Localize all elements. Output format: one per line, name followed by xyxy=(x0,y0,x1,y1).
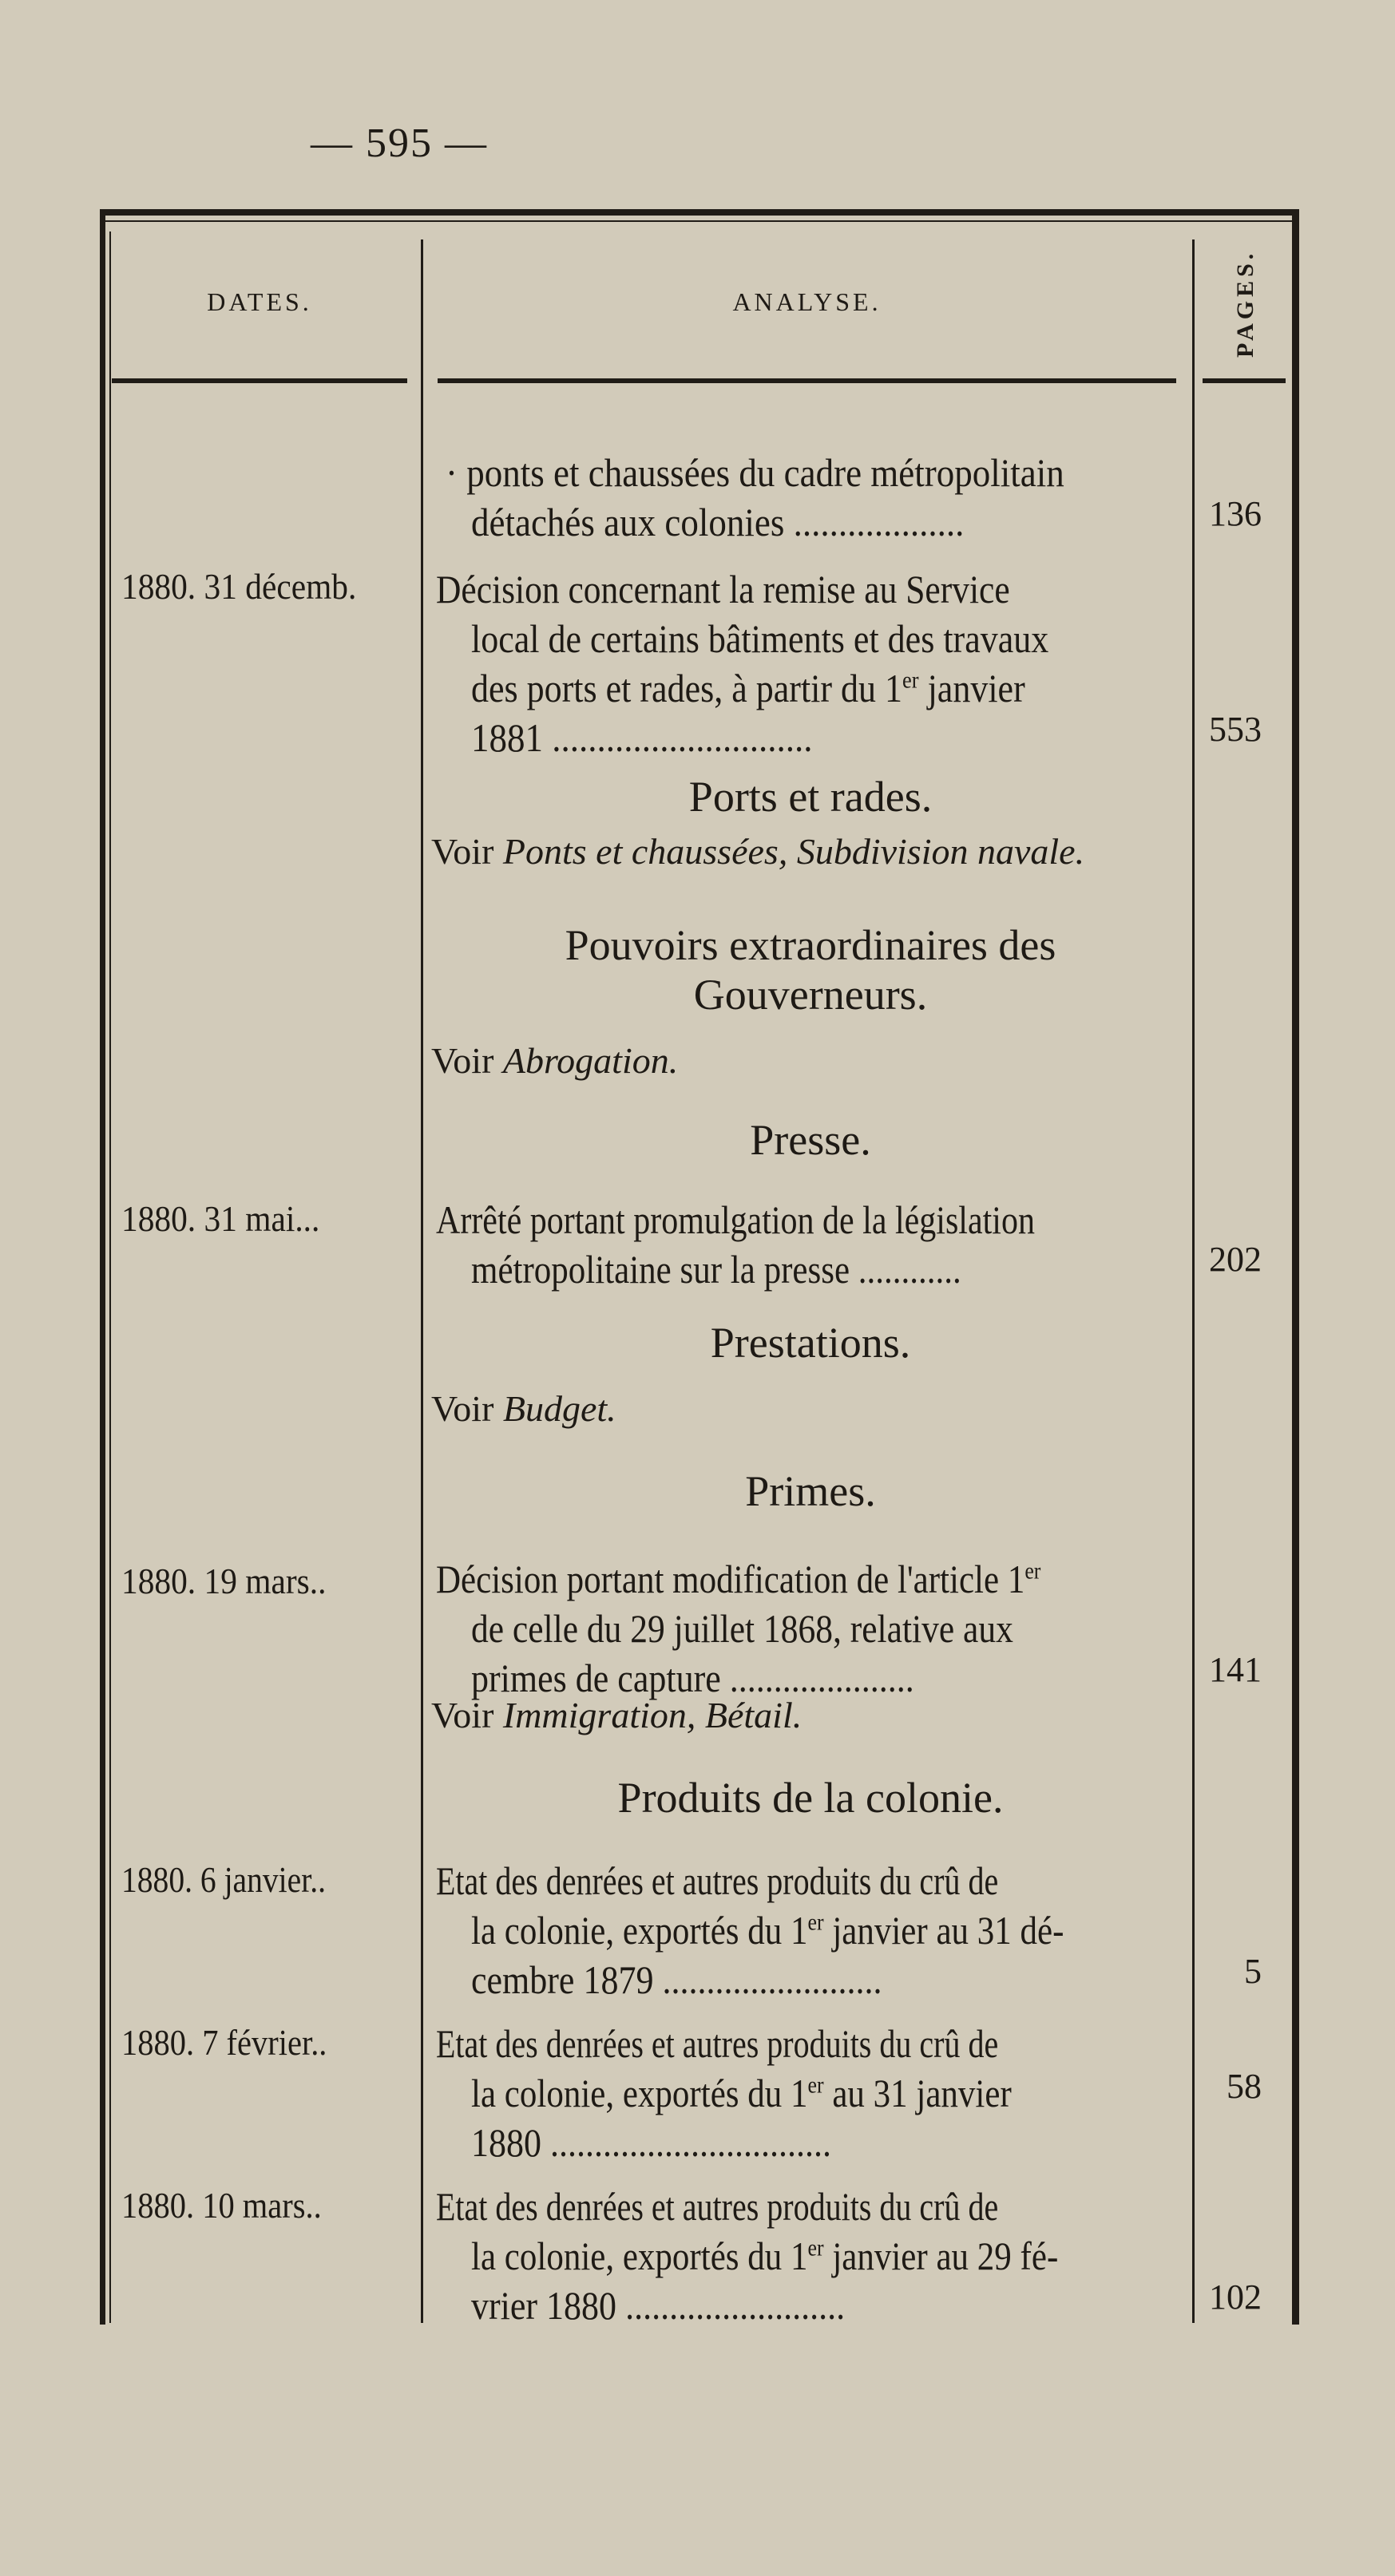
section-heading: Produits de la colonie. xyxy=(617,1774,1004,1822)
entry-date: 1880. 19 mars.. xyxy=(121,1561,327,1601)
entry-line: la colonie, exportés du 1er janvier au 29 fé- xyxy=(471,2234,1059,2278)
entry-line: détachés aux colonies ................... xyxy=(471,500,965,544)
header-underline-pages xyxy=(1203,378,1286,383)
entry-line: Etat des denrées et autres produits du crû de xyxy=(436,2184,999,2229)
top-rule xyxy=(100,209,1298,216)
header-underline-dates xyxy=(112,378,407,383)
entry-line: 1881 ............................. xyxy=(471,715,813,760)
entry-line: de celle du 29 juillet 1868, relative aux xyxy=(471,1606,1013,1651)
see-also: Voir Immigration, Bétail. xyxy=(431,1695,803,1735)
section-heading: Gouverneurs. xyxy=(693,971,928,1019)
page-ref: 5 xyxy=(1244,1952,1262,1991)
entry-line: · ponts et chaussées du cadre métropolitain xyxy=(446,450,1064,495)
see-also: Voir Abrogation. xyxy=(431,1040,679,1081)
section-heading: Presse. xyxy=(750,1116,871,1164)
entry-line: vrier 1880 ......................... xyxy=(471,2283,846,2328)
page-ref: 58 xyxy=(1227,2067,1262,2106)
page-ref: 141 xyxy=(1209,1650,1262,1689)
header-pages: PAGES. xyxy=(1232,249,1258,358)
section-heading: Primes. xyxy=(745,1467,876,1515)
entry-line: des ports et rades, à partir du 1er janvier xyxy=(471,666,1025,710)
entry-line: 1880 ................................ xyxy=(471,2120,831,2165)
section-heading: Ports et rades. xyxy=(688,773,933,821)
entry-line: Etat des denrées et autres produits du crû de xyxy=(436,2021,999,2066)
col-divider-1 xyxy=(421,239,423,2323)
entry-line: la colonie, exportés du 1er janvier au 31 dé- xyxy=(471,1908,1064,1953)
entry-date: 1880. 7 février.. xyxy=(121,2022,327,2063)
header-underline-analyse xyxy=(438,378,1176,383)
page-ref: 553 xyxy=(1209,710,1262,749)
left-border-thin xyxy=(109,231,111,2323)
entry-line: cembre 1879 ......................... xyxy=(471,1957,882,2002)
section-heading: Pouvoirs extraordinaires des xyxy=(565,921,1056,969)
entry-line: Décision portant modification de l'article 1er xyxy=(436,1557,1041,1601)
entry-line: Décision concernant la remise au Service xyxy=(436,567,1010,611)
header-dates: DATES. xyxy=(207,287,312,316)
entry-date: 1880. 6 janvier.. xyxy=(121,1859,327,1900)
header-analyse: ANALYSE. xyxy=(732,287,882,316)
entry-date: 1880. 31 décemb. xyxy=(121,566,357,607)
entry-date: 1880. 10 mars.. xyxy=(121,2185,322,2226)
see-also: Voir Budget. xyxy=(431,1388,616,1429)
page-ref: 136 xyxy=(1209,494,1262,533)
entry-line: la colonie, exportés du 1er au 31 janvier xyxy=(471,2071,1012,2115)
right-border xyxy=(1292,209,1299,2325)
entry-date: 1880. 31 mai... xyxy=(121,1198,320,1239)
top-rule-thin xyxy=(100,220,1298,222)
entry-line: Arrêté portant promulgation de la législation xyxy=(436,1197,1035,1242)
entry-line: Etat des denrées et autres produits du crû de xyxy=(436,1858,999,1903)
entry-line: métropolitaine sur la presse ............ xyxy=(471,1247,961,1292)
left-border xyxy=(100,209,105,2325)
page-ref: 202 xyxy=(1209,1240,1262,1279)
page-ref: 102 xyxy=(1209,2277,1262,2317)
entry-line: primes de capture ..................... xyxy=(471,1656,914,1700)
page-number: — 595 — xyxy=(311,121,488,166)
col-divider-2 xyxy=(1192,239,1195,2323)
entry-line: local de certains bâtiments et des travaux xyxy=(471,616,1049,661)
section-heading: Prestations. xyxy=(710,1319,911,1367)
see-also: Voir Ponts et chaussées, Subdivision navale. xyxy=(431,831,1085,872)
